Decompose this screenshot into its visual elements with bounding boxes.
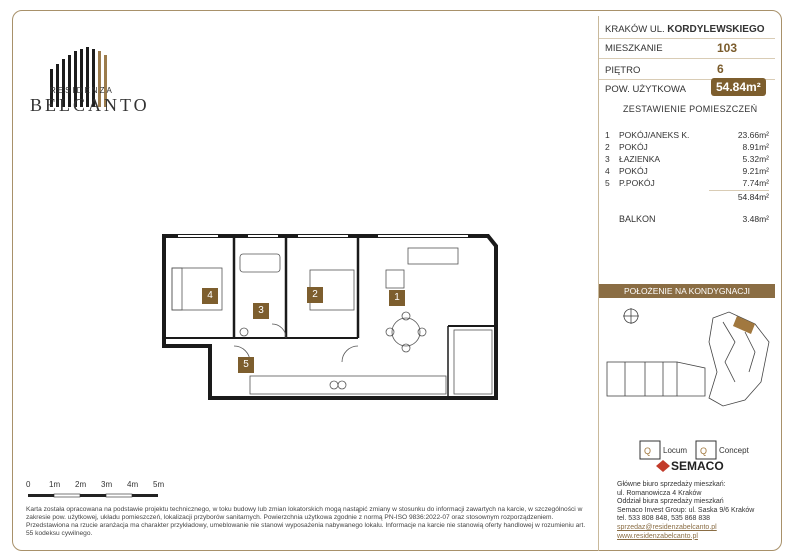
rooms-total: 54.84m² xyxy=(737,192,769,202)
scale-ruler xyxy=(28,491,174,499)
room-label-2: 2 xyxy=(307,287,323,303)
scale-tick: 0 xyxy=(26,480,31,489)
room-num: 4 xyxy=(605,166,610,176)
balcony-value: 3.48m² xyxy=(742,214,769,224)
list-item xyxy=(605,178,769,190)
info-panel xyxy=(598,16,781,551)
website-link[interactable]: www.residenzabelcanto.pl xyxy=(617,532,698,540)
list-item xyxy=(605,154,769,166)
room-area: 23.66m² xyxy=(737,130,769,140)
svg-text:Q: Q xyxy=(700,446,708,456)
floor-value: 6 xyxy=(717,62,724,76)
email-link[interactable]: sprzedaz@residenzabelcanto.pl xyxy=(617,523,717,531)
contact-line: ul. Romanowicza 4 Kraków xyxy=(617,489,702,497)
site-map xyxy=(605,302,773,414)
contact-block xyxy=(617,481,777,541)
balcony-label: BALKON xyxy=(619,214,656,224)
concept-label: Concept xyxy=(719,446,749,455)
room-area: 7.74m² xyxy=(742,178,769,188)
list-item xyxy=(605,142,769,154)
scale-bar xyxy=(24,480,174,500)
concept-logo-icon xyxy=(695,440,717,460)
scale-tick: 1m xyxy=(49,480,61,489)
locum-label: Locum xyxy=(663,446,688,455)
room-num: 2 xyxy=(605,142,610,152)
apartment-label: MIESZKANIE xyxy=(605,43,663,54)
floor-plan xyxy=(158,226,498,402)
room-label-5: 5 xyxy=(238,357,254,373)
address-street: KORDYLEWSKIEGO xyxy=(667,24,765,35)
scale-tick: 5m xyxy=(153,480,165,489)
room-name: ŁAZIENKA xyxy=(619,154,661,164)
contact-line: Główne biuro sprzedaży mieszkań: xyxy=(617,481,726,488)
contact-line: tel. 533 808 848, 535 868 838 xyxy=(617,515,711,523)
svg-text:Q: Q xyxy=(644,446,652,456)
room-label-3: 3 xyxy=(253,303,269,319)
scale-tick: 2m xyxy=(75,480,87,489)
scale-tick: 4m xyxy=(127,480,139,489)
area-value: 54.84m² xyxy=(711,78,766,96)
room-area: 8.91m² xyxy=(742,142,769,152)
floor-position-heading: POŁOŻENIE NA KONDYGNACJI xyxy=(599,284,775,298)
address-prefix: KRAKÓW UL. xyxy=(605,24,665,35)
room-num: 1 xyxy=(605,130,610,140)
apartment-value: 103 xyxy=(717,41,738,55)
disclaimer-text: Karta została opracowana na podstawie projektu technicznego, w toku budowy lub zmian lokatorskich mogą nastąpić zmiany w stosunku do informacji zawartych na karcie, w szczególności w zakresie pow. użytkowej, układu pomieszczeń, lokalizacji przyborów sanitarnych. Powierzchnia użytkowa zgodnie z normą PN-ISO 9836:2022-07 oraz stosownym rozporządzeniem. Przedstawiona na rzucie aranżacja ma charakter przykładowy, umeblowanie nie stanowi wyposażenia nabywanego lokalu. Informacje na karcie nie stanowią oferty handlowej w rozumieniu art. 55 kodeksu cywilnego. xyxy=(26,506,586,537)
room-num: 5 xyxy=(605,178,610,188)
floor-label: PIĘTRO xyxy=(605,65,641,76)
room-name: POKÓJ xyxy=(619,142,648,152)
area-label: POW. UŻYTKOWA xyxy=(605,84,686,95)
brand-residenza: RESIDENZA xyxy=(50,86,114,95)
contact-line: Semaco Invest Group: ul. Saska 9/6 Kraków xyxy=(617,506,755,514)
brand-belcanto: BELCANTO xyxy=(30,95,150,115)
address xyxy=(605,24,765,35)
semaco-logo-icon xyxy=(655,459,671,473)
room-name: P.POKÓJ xyxy=(619,178,655,188)
room-label-4: 4 xyxy=(202,288,218,304)
room-name: POKÓJ/ANEKS K. xyxy=(619,130,690,140)
contact-line: Oddział biura sprzedaży mieszkań xyxy=(617,498,724,506)
room-area: 5.32m² xyxy=(742,154,769,164)
list-item xyxy=(605,130,769,142)
list-item xyxy=(605,166,769,178)
room-area: 9.21m² xyxy=(742,166,769,176)
rooms-heading: ZESTAWIENIE POMIESZCZEŃ xyxy=(623,104,758,114)
room-num: 3 xyxy=(605,154,610,164)
locum-logo-icon xyxy=(639,440,661,460)
room-label-1: 1 xyxy=(389,290,405,306)
semaco-brand: SEMACO xyxy=(671,459,724,473)
room-name: POKÓJ xyxy=(619,166,648,176)
scale-tick: 3m xyxy=(101,480,113,489)
